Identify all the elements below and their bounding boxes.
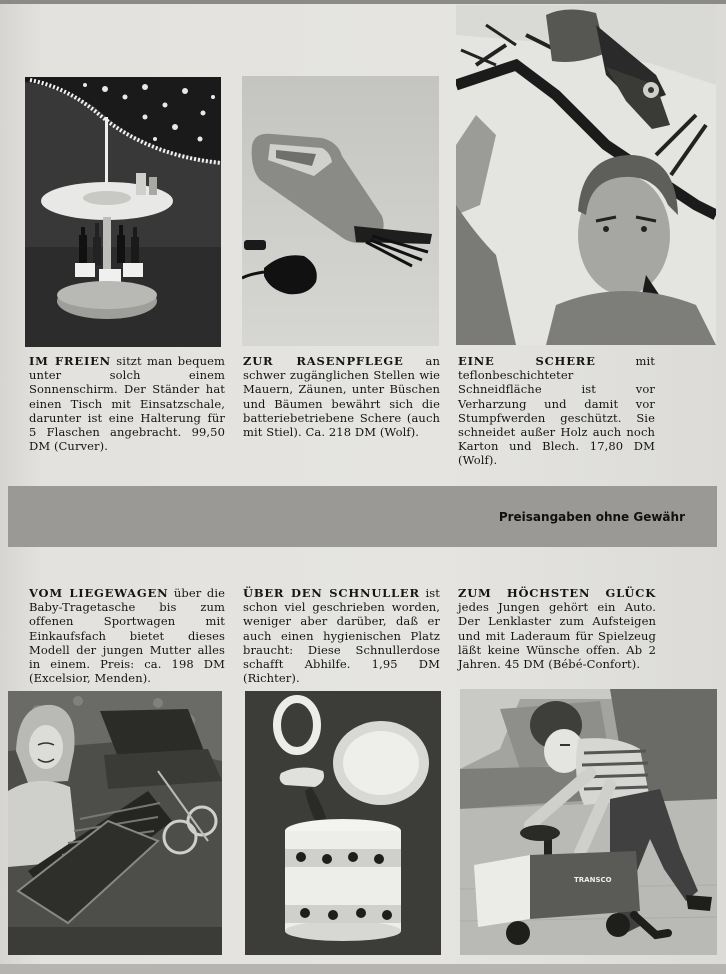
photo-pacifier-box xyxy=(245,691,441,955)
caption-liegewagen xyxy=(29,586,225,685)
price-disclaimer-text: Preisangaben ohne Gewähr xyxy=(498,510,685,524)
photo-baby-carriage xyxy=(8,691,222,955)
caption-lead: EINE SCHERE xyxy=(458,354,596,368)
caption-im-freien xyxy=(29,354,225,453)
photo-umbrella-stand xyxy=(25,77,221,347)
caption-body: an schwer zugänglichen Stellen wie Mauern, Zäunen, unter Büschen und Bäumen bewährt sich die batteriebetriebene Schere (auch mit Stiel). Ca. 218 DM (Wolf). xyxy=(243,354,440,440)
caption-rasenpflege xyxy=(243,354,440,439)
caption-schnuller xyxy=(243,586,440,685)
caption-lead: ZUR RASENPFLEGE xyxy=(243,354,404,368)
caption-body: ist schon viel geschrieben worden, weniger aber darüber, daß er auch einen hygienischen Platz braucht: Diese Schnullerdose schafft Abhilfe. 1,95 DM (Richter). xyxy=(243,586,440,686)
caption-lead: ZUM HÖCHSTEN GLÜCK xyxy=(458,586,656,600)
caption-body: jedes Jungen gehört ein Auto. Der Lenklaster zum Aufsteigen und mit Laderaum für Spielzeug läßt keine Wünsche offen. Ab 2 Jahren. 45 DM (Bébé-Confort). xyxy=(458,600,656,672)
photo-pruning-shears xyxy=(456,5,716,345)
caption-lead: IM FREIEN xyxy=(29,354,111,368)
caption-lead: VOM LIEGEWAGEN xyxy=(29,586,169,600)
caption-body: über die Baby-Tragetasche bis zum offenen Sportwagen mit Einkaufsfach bietet dieses Modell der jungen Mutter alles in einem. Preis: ca. 198 DM (Excelsior, Menden). xyxy=(29,586,225,686)
truck-label: TRANSCO xyxy=(574,876,612,884)
photo-toy-truck xyxy=(460,689,717,955)
caption-body: sitzt man bequem unter solch einem Sonnenschirm. Der Ständer hat einen Tisch mit Einsatzschale, darunter ist eine Halterung für 5 Flaschen angebracht. 99,50 DM (Curver). xyxy=(29,354,225,454)
caption-hoechsten-glueck xyxy=(458,586,656,671)
photo-grass-shears xyxy=(242,76,439,346)
caption-eine-schere xyxy=(458,354,655,468)
caption-body: mit teflonbeschichteter Schneidfläche ist vor Verharzung und damit vor Stumpfwerden geschützt. Sie schneidet außer Holz auch noch Karton und Blech. 17,80 DM (Wolf). xyxy=(458,354,655,468)
caption-lead: ÜBER DEN SCHNULLER xyxy=(243,586,420,600)
page-bottom-edge xyxy=(0,964,726,974)
page-top-edge xyxy=(0,0,726,4)
price-disclaimer-band xyxy=(8,486,717,547)
